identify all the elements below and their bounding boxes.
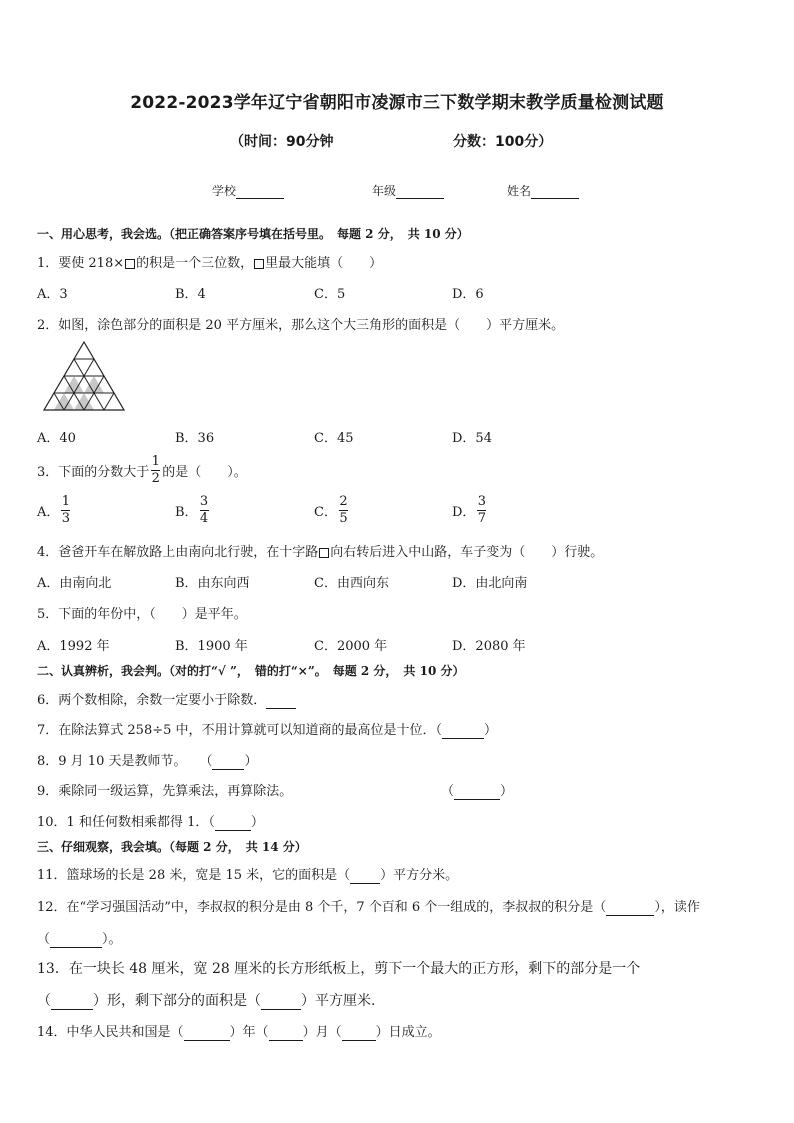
q14-year-blank[interactable] [184, 1025, 230, 1041]
name-blank[interactable] [531, 184, 579, 199]
exam-time: （时间：90分钟 [230, 134, 334, 150]
q9-answer-blank[interactable] [454, 784, 500, 800]
q2-option-b[interactable]: B．36 [175, 431, 215, 446]
school-blank[interactable] [236, 184, 284, 199]
q14-day-blank[interactable] [342, 1025, 376, 1041]
q8-text: 8．9 月 10 天是教师节。 （ [37, 754, 213, 769]
q1-text-post: 里最大能填（ ） [265, 256, 383, 271]
question-6 [37, 689, 296, 709]
q6-answer-blank[interactable] [266, 693, 296, 709]
question-4 [37, 541, 603, 560]
q3-option-c[interactable]: C． $\frac{2}{5}$ [314, 494, 348, 526]
question-14: 14．中华人民共和国是（ ）年（ ）月（ ）日成立。 [37, 1025, 441, 1040]
box-symbol [319, 548, 329, 558]
q10-answer-blank[interactable] [215, 815, 251, 831]
q13-answer-blank-1[interactable] [51, 993, 93, 1010]
q4-text-pre: 4．爸爸开车在解放路上由南向北行驶，在十字路 [37, 545, 319, 560]
page-title: 2022-2023学年辽宁省朝阳市凌源市三下数学期末教学质量检测试题 [130, 93, 664, 113]
q3-option-a[interactable]: A． $\frac{1}{3}$ [37, 494, 71, 526]
shaded-triangle [64, 376, 84, 393]
q3-text-post: 的是（ ）。 [162, 465, 247, 480]
q4-option-a[interactable]: A．由南向北 [37, 576, 112, 591]
question-8: 8．9 月 10 天是教师节。 （ ） [37, 754, 258, 769]
q10-text: 10．1 和任何数相乘都得 1．（ [37, 815, 215, 830]
q6-text: 6．两个数相除，余数一定要小于除数． [37, 693, 267, 708]
fraction-one-half: $\frac{1}{2}$ [151, 454, 160, 486]
box-symbol [125, 259, 135, 269]
question-3 [37, 455, 247, 486]
q13-answer-blank-2[interactable] [261, 993, 301, 1010]
question-12: 12．在“学习强国活动”中，李叔叔的积分是由 8 个千，7 个百和 6 个一组成的，李叔叔的积分是（ ），读作 [37, 900, 700, 915]
question-12-line-2: （ ）。 [37, 932, 122, 947]
question-9: 9．乘除同一级运算，先算乘法，再算除法。 [37, 784, 293, 799]
q1-text-mid: 的积是一个三位数， [136, 256, 254, 271]
q3-option-b[interactable]: B． $\frac{3}{4}$ [175, 494, 209, 526]
q4-option-c[interactable]: C．由西向东 [314, 576, 389, 591]
q4-option-d[interactable]: D．由北向南 [452, 576, 528, 591]
q5-option-a[interactable]: A．1992 年 [37, 639, 110, 654]
q8-answer-blank[interactable] [212, 754, 244, 770]
q14-month-blank[interactable] [269, 1025, 303, 1041]
school-label: 学校 [212, 184, 237, 198]
q2-option-a[interactable]: A．40 [37, 431, 76, 446]
q1-text-pre: 1．要使 218× [37, 256, 125, 271]
name-label: 姓名 [507, 184, 532, 198]
exam-score: 分数：100分） [453, 134, 553, 150]
q4-text-post: 向右转后进入中山路，车子变为（ ）行驶。 [330, 545, 604, 560]
name-field [507, 182, 579, 199]
q1-option-d[interactable]: D．6 [452, 287, 484, 302]
question-7: 7．在除法算式 258÷5 中，不用计算就可以知道商的最高位是十位．（ ） [37, 723, 498, 738]
q2-option-d[interactable]: D．54 [452, 431, 492, 446]
q2-option-c[interactable]: C．45 [314, 431, 354, 446]
triangle-figure [42, 340, 126, 412]
q9-answer: （ ） [441, 784, 514, 799]
q4-option-b[interactable]: B．由东向西 [175, 576, 250, 591]
q5-option-d[interactable]: D．2080 年 [452, 639, 526, 654]
q5-option-b[interactable]: B．1900 年 [175, 639, 248, 654]
shaded-triangle [84, 376, 104, 393]
q3-option-d[interactable]: D． $\frac{3}{7}$ [452, 494, 487, 526]
school-field [212, 182, 284, 199]
section-3-heading: 三、仔细观察，我会填。（每题 2 分， 共 14 分） [37, 840, 307, 854]
q1-option-b[interactable]: B．4 [175, 287, 206, 302]
q5-option-c[interactable]: C．2000 年 [314, 639, 388, 654]
section-2-heading: 二、认真辨析，我会判。（对的打“√ ”， 错的打“×”。 每题 2 分， 共 10 分） [37, 664, 465, 678]
grade-field [372, 182, 444, 199]
question-13: 13．在一块长 48 厘米，宽 28 厘米的长方形纸板上，剪下一个最大的正方形，剩下的部分是一个 [37, 961, 641, 977]
shaded-triangle [74, 393, 94, 410]
q3-text-pre: 3．下面的分数大于 [37, 465, 150, 480]
question-13-line-2: （ ）形，剩下部分的面积是（ ）平方厘米. [37, 993, 376, 1009]
q11-answer-blank[interactable] [350, 868, 380, 884]
grade-label: 年级 [372, 184, 397, 198]
question-5: 5．下面的年份中，（ ）是平年。 [37, 607, 247, 622]
shaded-triangle [54, 393, 74, 410]
box-symbol [254, 259, 264, 269]
q1-option-a[interactable]: A．3 [37, 287, 68, 302]
question-11: 11．篮球场的长是 28 米，宽是 15 米，它的面积是（ ）平方分米。 [37, 868, 459, 883]
question-2: 2．如图，涂色部分的面积是 20 平方厘米，那么这个大三角形的面积是（ ）平方厘米。 [37, 318, 565, 333]
q1-option-c[interactable]: C．5 [314, 287, 346, 302]
q7-answer-blank[interactable] [442, 723, 484, 739]
q7-text: 7．在除法算式 258÷5 中，不用计算就可以知道商的最高位是十位．（ [37, 723, 443, 738]
q12-answer-blank-2[interactable] [50, 932, 102, 948]
grade-blank[interactable] [396, 184, 444, 199]
question-10: 10．1 和任何数相乘都得 1．（ ） [37, 815, 264, 830]
q12-answer-blank-1[interactable] [606, 900, 654, 916]
question-1 [37, 252, 382, 271]
section-1-heading: 一、用心思考，我会选。（把正确答案序号填在括号里。 每题 2 分， 共 10 分） [37, 227, 469, 241]
